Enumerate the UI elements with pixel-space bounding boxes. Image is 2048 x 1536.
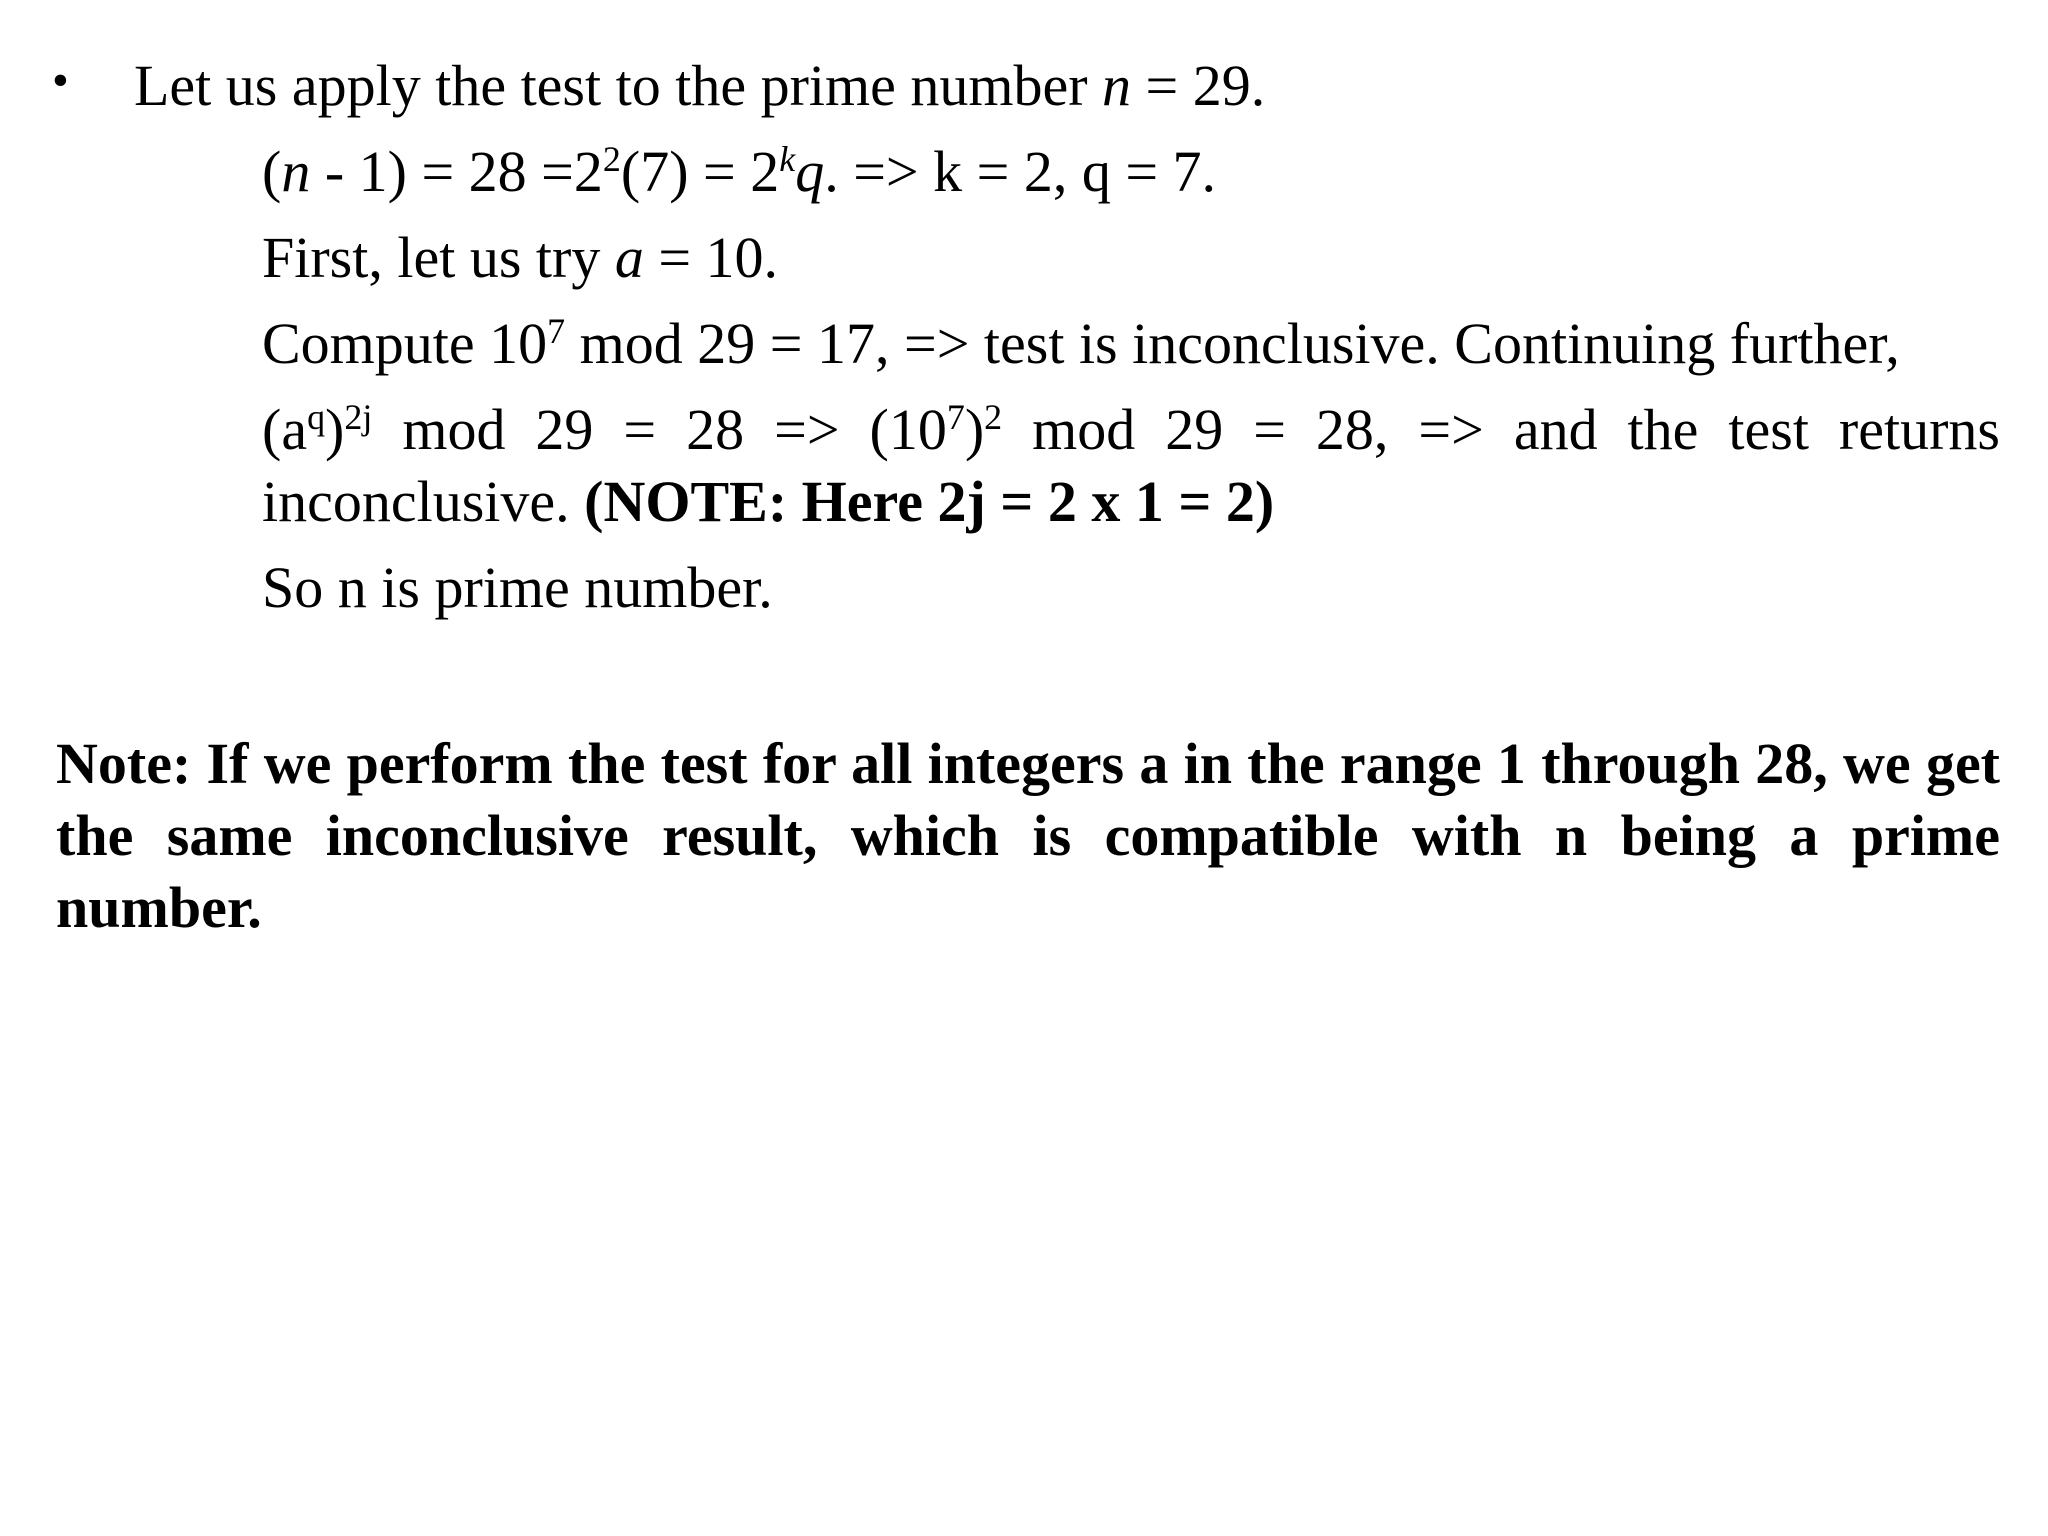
inline-note: (NOTE: Here 2j = 2 x 1 = 2)	[584, 469, 1275, 534]
choose-a-line: First, let us try a = 10.	[262, 225, 779, 290]
note-paragraph: Note: If we perform the test for all integers a in the range 1 through 28, we get the same inconclusive result, which is compatible with n being a prime number.	[56, 731, 2000, 940]
intro-line: Let us apply the test to the prime number n = 29.	[134, 53, 1266, 118]
bullet-marker: •	[52, 54, 69, 107]
decomposition-line: $(n - 1) = 28 =2^2(7) = 2^kq$. => k = 2, q = 7.	[262, 139, 1217, 204]
conclusion-line: So n is prime number.	[262, 555, 773, 620]
squaring-paragraph: $(a^q)^{2j}$ mod $29 = 28 => (10^7)^2$ mod 29 = 28, => and the test returns inconclusive. (NOTE: Here 2j = 2 x 1 = 2)	[262, 397, 2000, 534]
compute-line: Compute $10^7$ mod 29 = 17, => test is inconclusive. Continuing further,	[262, 311, 1900, 376]
